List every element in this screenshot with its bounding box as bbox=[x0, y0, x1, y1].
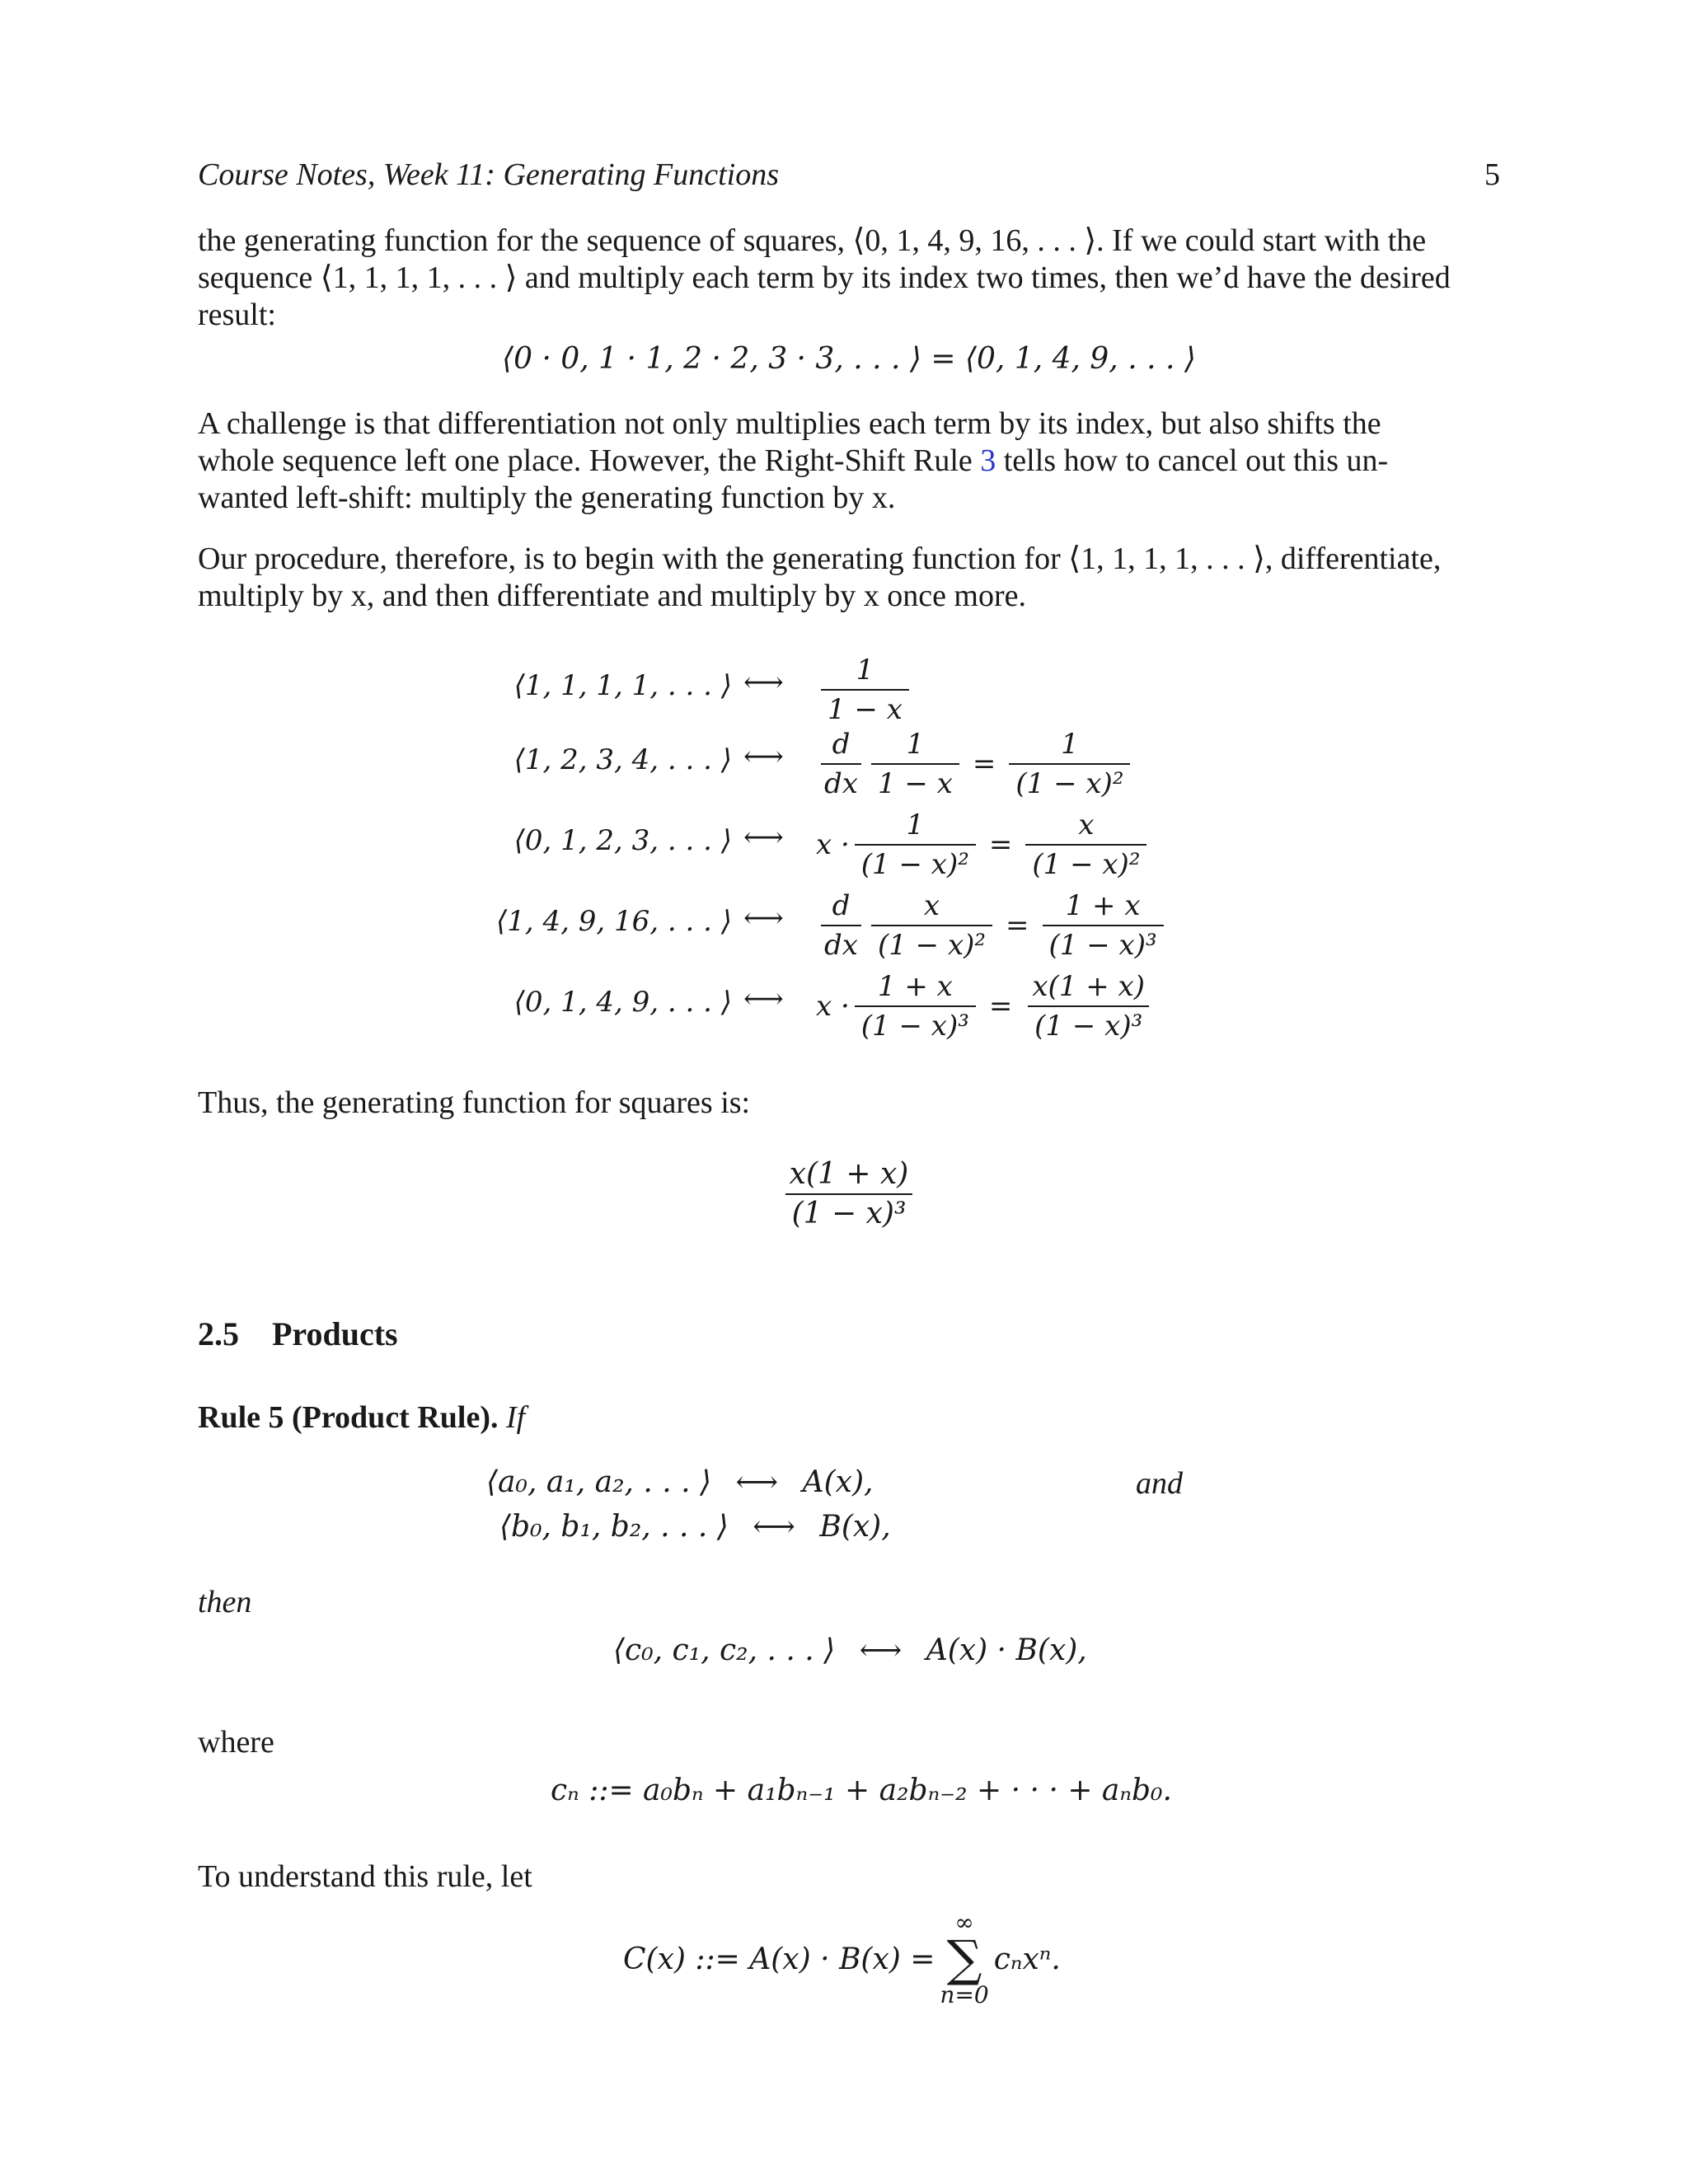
then-label: then bbox=[198, 1585, 252, 1619]
fraction: $\frac{x}{\text{(1 − x)²}}$ bbox=[871, 887, 992, 964]
derivation-row-2: ⟨1, 2, 3, 4, . . . ⟩ ⟷ $\frac{d}{dx}$ $\frac{1}{1 - x}$ = $\frac{1}{\text{(1 − x)²}}$ bbox=[0, 725, 1688, 804]
hypothesis-row-1: ⟨a₀, a₁, a₂, . . . ⟩ ⟷ A(x), bbox=[486, 1465, 874, 1499]
fraction: $\frac{1}{\text{(1 − x)²}}$ bbox=[1009, 725, 1130, 803]
derivative-operator: $\frac{d}{dx}$ bbox=[821, 725, 861, 803]
fraction: $\frac{x(1 + x)}{\text{(1 − x)³}}$ bbox=[1025, 968, 1151, 1045]
derivative-operator: $\frac{d}{dx}$ bbox=[821, 887, 861, 964]
fraction: $\frac{1 + x}{\text{(1 − x)³}}$ bbox=[1043, 887, 1164, 964]
rule-reference-link[interactable]: 3 bbox=[980, 443, 996, 478]
understand-paragraph: To understand this rule, let bbox=[198, 1859, 532, 1894]
fraction: $\frac{1}{1 - x}$ bbox=[871, 725, 959, 803]
fraction: $\frac{1}{1 - x}$ bbox=[821, 651, 909, 729]
squares-generating-function: $\frac{x(1 + x)}{\text{(1 − x)³}}$ bbox=[198, 1155, 1500, 1233]
and-label: and bbox=[1136, 1466, 1183, 1501]
page-number: 5 bbox=[1484, 157, 1500, 192]
conclusion-equation: ⟨c₀, c₁, c₂, . . . ⟩ ⟷ A(x) · B(x), bbox=[613, 1633, 1087, 1667]
header-title: Course Notes, Week 11: Generating Functions bbox=[198, 157, 780, 192]
fraction: $\frac{1 + x}{\text{(1 − x)³}}$ bbox=[855, 968, 976, 1045]
summation-symbol: ∞ ∑ n=0 bbox=[940, 1909, 989, 2008]
thus-paragraph: Thus, the generating function for squares is: bbox=[198, 1085, 751, 1120]
hypothesis-row-2: ⟨b₀, b₁, b₂, . . . ⟩ ⟷ B(x), bbox=[499, 1510, 891, 1544]
section-heading: 2.5 Products bbox=[198, 1315, 398, 1352]
fraction: $\frac{1}{\text{(1 − x)²}}$ bbox=[855, 806, 976, 883]
fraction: $\frac{x}{\text{(1 − x)²}}$ bbox=[1025, 806, 1146, 883]
squares-equation: ⟨0 · 0, 1 · 1, 2 · 2, 3 · 3, . . . ⟩ = ⟨0, 1, 4, 9, . . . ⟩ bbox=[502, 342, 1196, 376]
derivation-row-5: ⟨0, 1, 4, 9, . . . ⟩ ⟷ x · $\frac{1 + x}{\text{(1 − x)³}}$ = $\frac{x(1 + x)}{\text{(1 − x)³}}$ bbox=[0, 968, 1688, 1047]
intro-paragraph: the generating function for the sequence of squares, ⟨0, 1, 4, 9, 16, . . . ⟩. If we could start with the sequence ⟨1, 1, 1, 1, . . . ⟩ and multiply each term by its index two times, then we’d have the desired result: bbox=[198, 223, 1451, 332]
derivation-row-1: ⟨1, 1, 1, 1, . . . ⟩ ⟷ $\frac{1}{1 - x}$ bbox=[0, 651, 1688, 730]
derivation-row-4: ⟨1, 4, 9, 16, . . . ⟩ ⟷ $\frac{d}{dx}$ $\frac{x}{\text{(1 − x)²}}$ = $\frac{1 + x}{\text{(1 − x)³}}$ bbox=[0, 887, 1688, 966]
where-label: where bbox=[198, 1725, 274, 1760]
running-header bbox=[198, 157, 1500, 193]
cx-definition: C(x) ::= A(x) · B(x) = ∞ ∑ n=0 cₙxⁿ. bbox=[623, 1909, 1061, 2008]
challenge-paragraph: A challenge is that differentiation not only multiplies each term by its index, but also shifts the whole sequence left one place. However, the Right-Shift Rule 3 tells how to cancel out this un- wanted left-shift: multiply the generating function by x. bbox=[198, 406, 1389, 515]
procedure-paragraph: Our procedure, therefore, is to begin with the generating function for ⟨1, 1, 1, 1, . . . ⟩, differentiate, multiply by x, and then differentiate and multiply by x once more. bbox=[198, 541, 1442, 613]
rule-5-statement: Rule 5 (Product Rule). If bbox=[198, 1400, 526, 1435]
cn-definition: cₙ ::= a₀bₙ + a₁bₙ₋₁ + a₂bₙ₋₂ + · · · + aₙb₀. bbox=[551, 1774, 1172, 1807]
derivation-row-3: ⟨0, 1, 2, 3, . . . ⟩ ⟷ x · $\frac{1}{\text{(1 − x)²}}$ = $\frac{x}{\text{(1 − x)²}}$ bbox=[0, 806, 1688, 885]
